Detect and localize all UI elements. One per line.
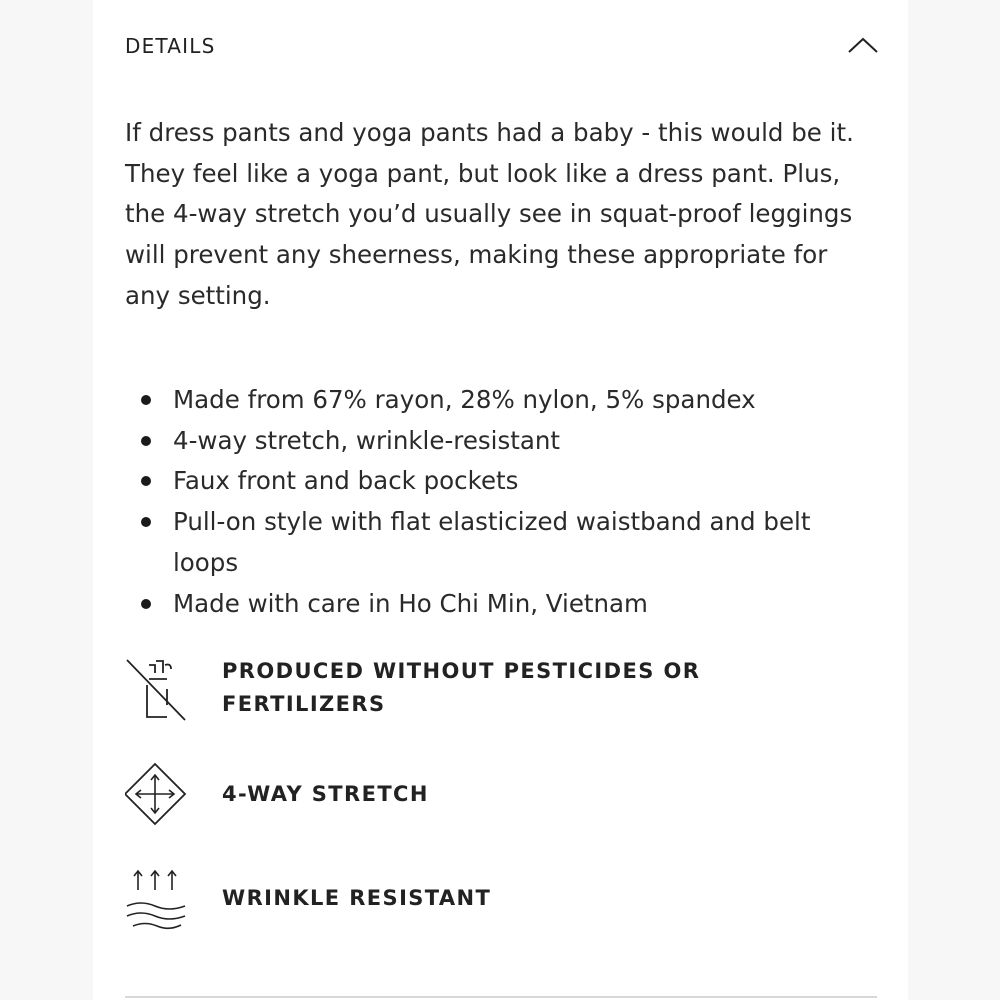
feature-label: WRINKLE RESISTANT (222, 886, 492, 910)
list-item: Faux front and back pockets (173, 461, 863, 502)
no-pesticides-icon (125, 657, 189, 721)
list-item: Made with care in Ho Chi Min, Vietnam (173, 584, 863, 625)
details-title: DETAILS (125, 34, 216, 58)
list-item: 4-way stretch, wrinkle-resistant (173, 421, 863, 462)
details-accordion-header[interactable] (125, 0, 880, 96)
details-bullet-list (173, 380, 863, 624)
four-way-stretch-icon (125, 762, 189, 826)
list-item: Made from 67% rayon, 28% nylon, 5% spandex (173, 380, 863, 421)
wrinkle-resistant-icon (125, 866, 189, 930)
section-divider (125, 996, 877, 998)
feature-label: 4-WAY STRETCH (222, 782, 429, 806)
product-details-panel (93, 0, 908, 1000)
product-description: If dress pants and yoga pants had a baby - this would be it. They feel like a yoga pant, but look like a dress pant. Plus, the 4-way stretch you’d usually see in squat-proof leggings will prevent any sheerness, making these appropriate for any setting. (125, 118, 854, 310)
feature-label: PRODUCED WITHOUT PESTICIDES OR FERTILIZERS (222, 659, 701, 716)
chevron-up-icon[interactable] (846, 32, 880, 60)
list-item: Pull-on style with flat elasticized waistband and belt loops (173, 502, 863, 583)
